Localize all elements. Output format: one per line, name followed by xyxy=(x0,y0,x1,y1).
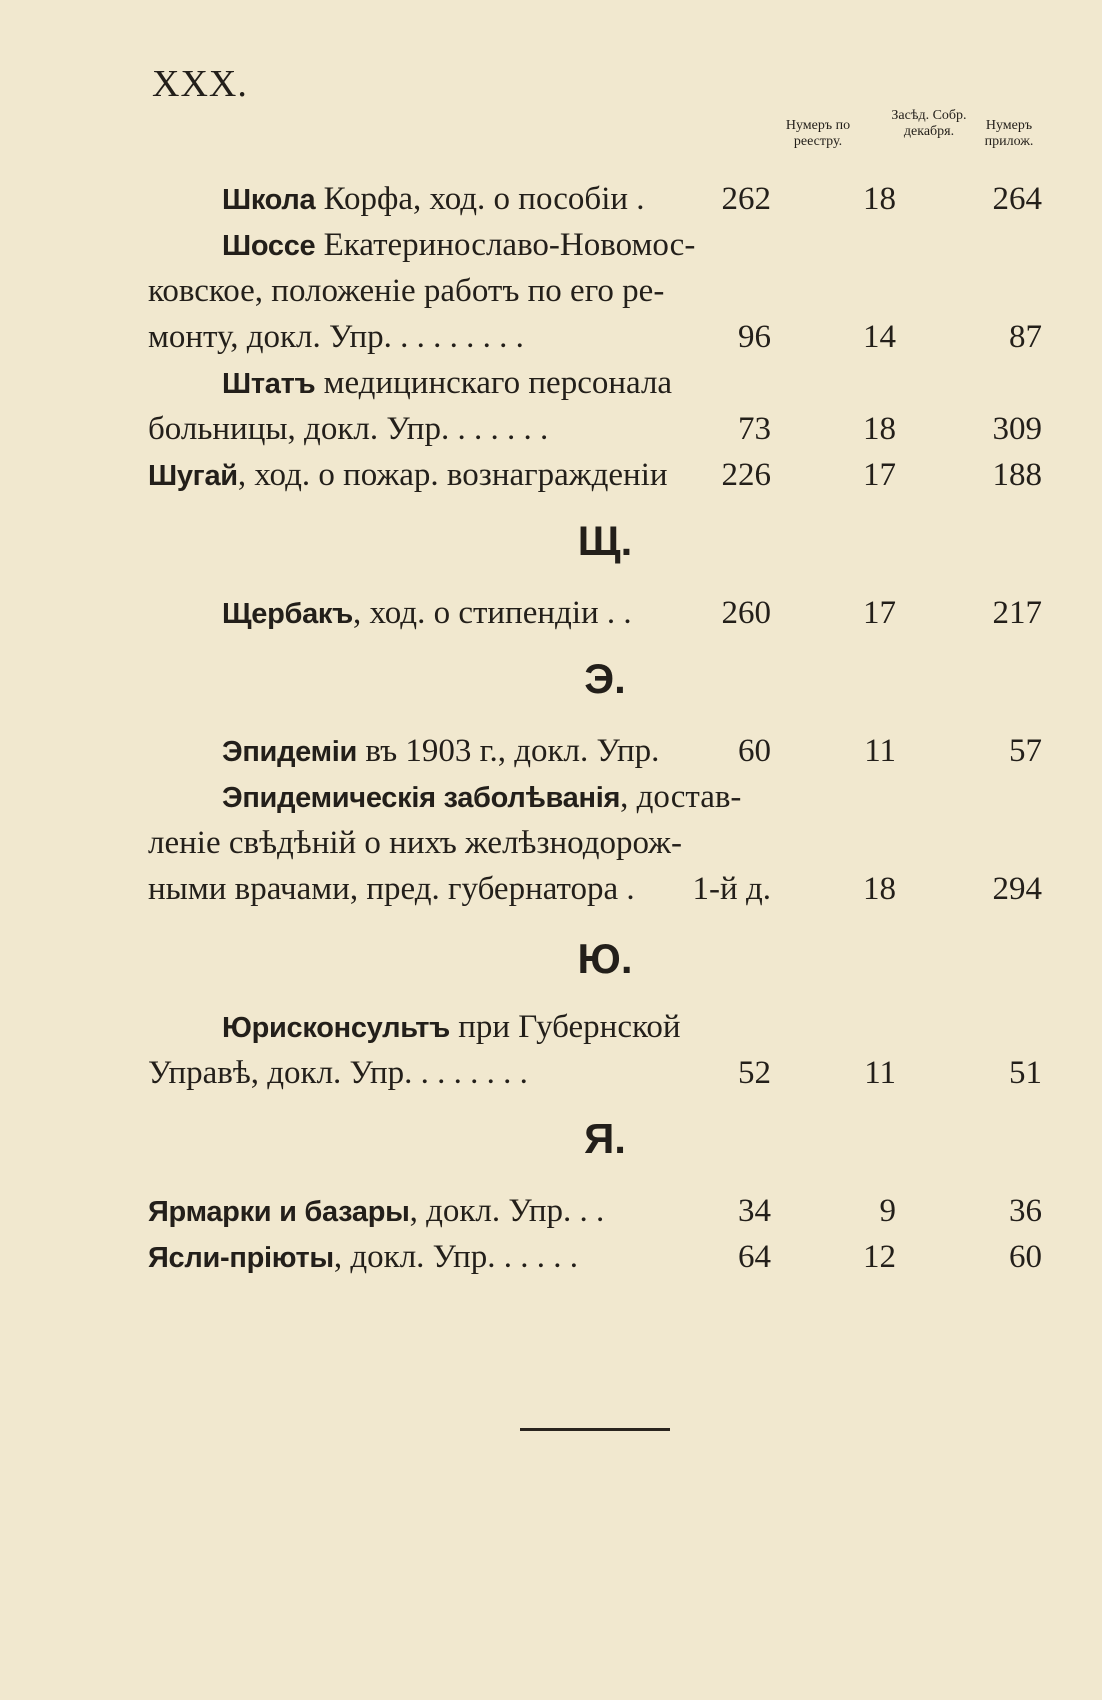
entry-desc: , ход. о пожар. вознагражденіи xyxy=(237,457,668,493)
appendix-number: 60 xyxy=(1009,1239,1042,1275)
entry-desc: , докл. Упр. . . . . . xyxy=(333,1239,579,1275)
registry-number: 226 xyxy=(721,457,771,493)
section-letter-ya: Я. xyxy=(584,1115,626,1162)
appendix-number: 217 xyxy=(992,595,1042,631)
entry-text: монту, докл. Упр. . . . . . . . . xyxy=(148,319,524,355)
entry-text: ковское, положеніе работъ по его ре- xyxy=(148,273,665,309)
entry-text xyxy=(222,360,748,407)
index-line xyxy=(148,1004,1048,1050)
session-date: 18 xyxy=(863,871,896,907)
appendix-number: 87 xyxy=(1009,319,1042,355)
index-line xyxy=(148,176,1048,222)
index-line xyxy=(148,820,1048,866)
section-letter-yu: Ю. xyxy=(577,935,633,982)
appendix-number: 51 xyxy=(1009,1055,1042,1091)
entry-text: Управѣ, докл. Упр. . . . . . . . xyxy=(148,1055,528,1091)
entry-desc: , докл. Упр. . . xyxy=(409,1193,605,1229)
session-date: 14 xyxy=(863,319,896,355)
entry-heading: Школа xyxy=(222,184,316,216)
entry-desc: въ 1903 г., докл. Упр. xyxy=(357,733,660,769)
session-date: 9 xyxy=(879,1193,896,1229)
entry-text xyxy=(148,1234,728,1281)
entry-text xyxy=(222,774,762,821)
entry-text: ными врачами, пред. губернатора . xyxy=(148,871,635,907)
appendix-number: 188 xyxy=(992,457,1042,493)
entry-text xyxy=(148,1188,728,1235)
index-line xyxy=(148,866,1048,912)
registry-number: 60 xyxy=(738,733,771,769)
index-line xyxy=(148,1050,1048,1096)
index-line xyxy=(148,774,1048,820)
entry-desc: Екатеринославо-Новомос- xyxy=(315,227,696,263)
column-header-registry: Нумеръ по реестру. xyxy=(785,118,851,149)
index-line xyxy=(148,222,1048,268)
index-line xyxy=(148,590,1048,636)
registry-number: 64 xyxy=(738,1239,771,1275)
entry-heading: Шоссе xyxy=(222,230,316,262)
index-line xyxy=(148,452,1048,498)
entry-text: больницы, докл. Упр. . . . . . . xyxy=(148,411,549,447)
column-header-session: Засѣд. Собр. декабря. xyxy=(891,108,967,139)
appendix-number: 294 xyxy=(992,871,1042,907)
session-date: 17 xyxy=(863,457,896,493)
appendix-number: 264 xyxy=(992,181,1042,217)
appendix-number: 309 xyxy=(992,411,1042,447)
entry-text: леніе свѣдѣній о нихъ желѣзнодорож- xyxy=(148,825,682,861)
entry-desc: медицинскаго персонала xyxy=(315,365,673,401)
session-date: 11 xyxy=(864,733,896,769)
entry-desc: , ход. о стипендіи . . xyxy=(353,595,632,631)
index-line xyxy=(148,1188,1048,1234)
entry-desc: , достав- xyxy=(620,779,742,815)
index-line xyxy=(148,314,1048,360)
section-letter-shcha: Щ. xyxy=(577,517,633,564)
entry-desc: при Губернской xyxy=(449,1009,681,1045)
entry-heading: Юрисконсультъ xyxy=(222,1012,450,1044)
registry-number: 262 xyxy=(721,181,771,217)
entry-text xyxy=(148,452,748,499)
appendix-number: 57 xyxy=(1009,733,1042,769)
entry-heading: Эпидеміи xyxy=(222,736,358,768)
registry-number: 52 xyxy=(738,1055,771,1091)
entry-heading: Эпидемическія заболѣванія xyxy=(222,782,621,814)
appendix-number: 36 xyxy=(1009,1193,1042,1229)
entry-heading: Ярмарки и базары xyxy=(148,1196,410,1228)
session-date: 17 xyxy=(863,595,896,631)
registry-number: 1-й д. xyxy=(692,871,771,907)
section-letter-e: Э. xyxy=(584,655,626,702)
index-line xyxy=(148,1234,1048,1280)
index-line xyxy=(148,268,1048,314)
entry-text xyxy=(222,1004,748,1051)
page-number: XXX. xyxy=(152,63,248,105)
session-date: 18 xyxy=(863,181,896,217)
entry-heading: Шугай xyxy=(148,460,238,492)
entry-heading: Штатъ xyxy=(222,368,316,400)
index-line xyxy=(148,406,1048,452)
index-line xyxy=(148,728,1048,774)
registry-number: 73 xyxy=(738,411,771,447)
registry-number: 34 xyxy=(738,1193,771,1229)
entry-heading: Щербакъ xyxy=(222,598,353,630)
entry-text xyxy=(222,222,748,269)
entry-desc: Корфа, ход. о пособіи . xyxy=(315,181,645,217)
index-line xyxy=(148,360,1048,406)
registry-number: 260 xyxy=(721,595,771,631)
end-rule xyxy=(520,1428,670,1431)
registry-number: 96 xyxy=(738,319,771,355)
session-date: 12 xyxy=(863,1239,896,1275)
session-date: 18 xyxy=(863,411,896,447)
session-date: 11 xyxy=(864,1055,896,1091)
column-header-appendix: Нумеръ прилож. xyxy=(984,118,1034,149)
entry-heading: Ясли-пріюты xyxy=(148,1242,334,1274)
